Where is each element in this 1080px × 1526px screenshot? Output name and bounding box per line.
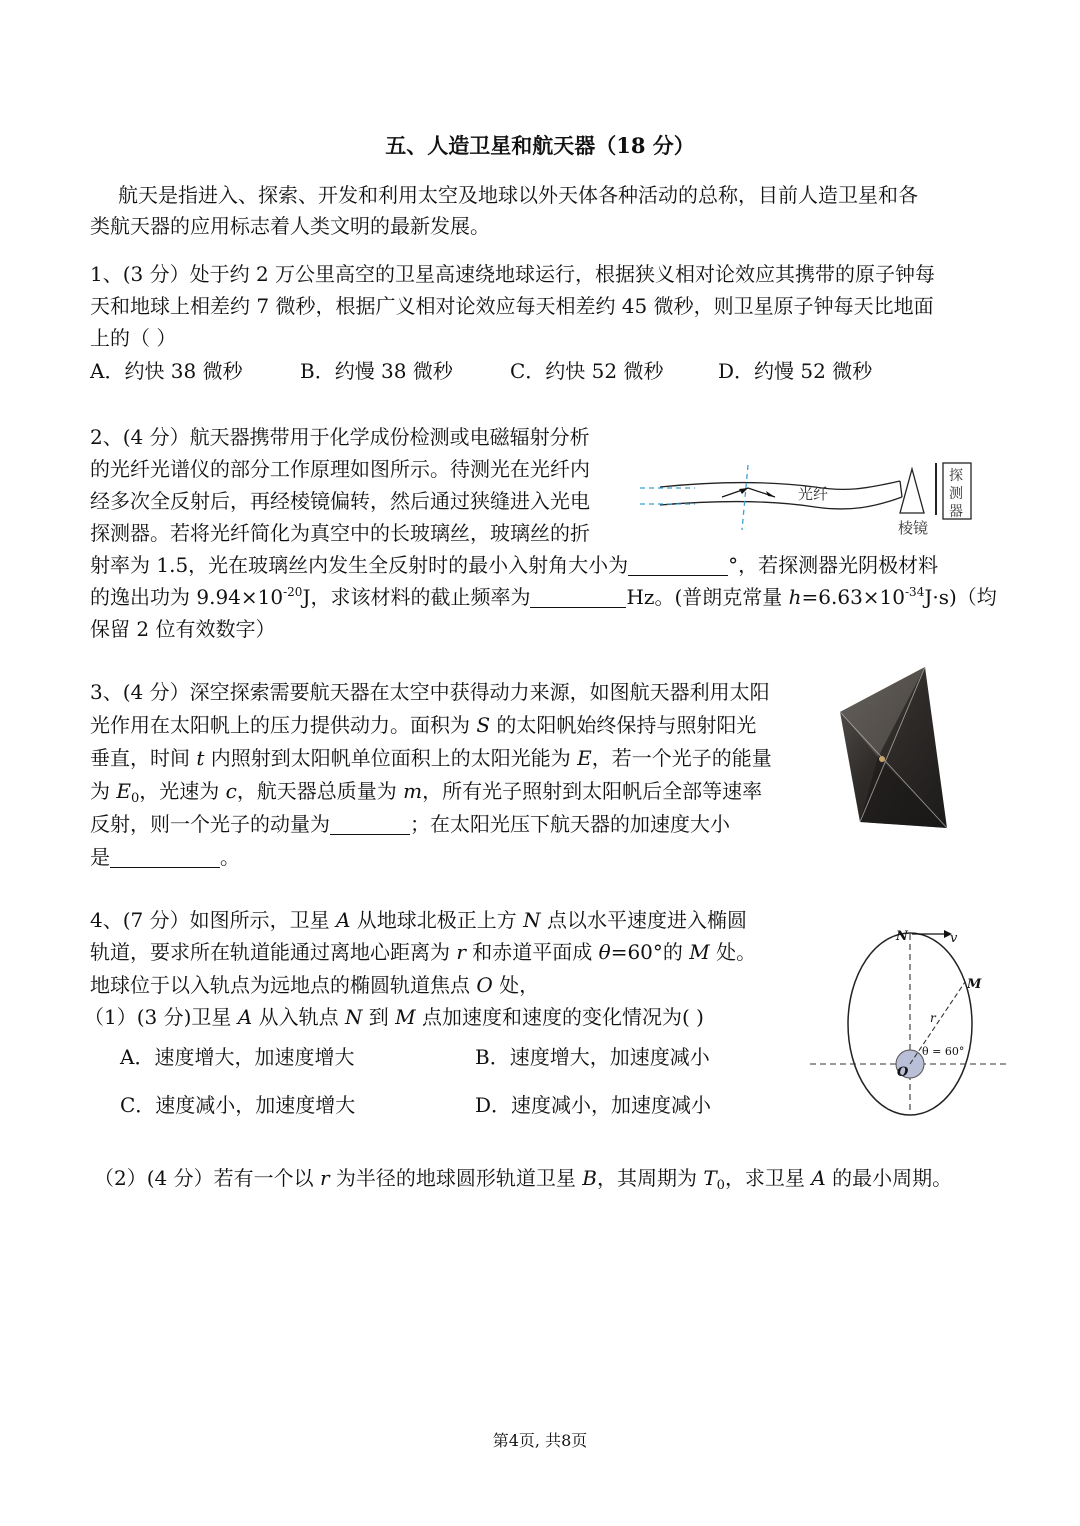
- q4-subquestion-2: （2）(4 分）若有一个以 r 为半径的地球圆形轨道卫星 B，其周期为 $T_0$，求卫星 A 的最小周期。: [94, 1166, 953, 1193]
- q4-option-c[interactable]: C．速度减小，加速度增大: [120, 1093, 356, 1117]
- q2-line-7: 保留 2 位有效数字）: [90, 617, 276, 641]
- label-v: v: [950, 931, 958, 946]
- q1-line-2: 天和地球上相差约 7 微秒，根据广义相对论效应每天相差约 45 微秒，则卫星原子钟每天比地面: [90, 294, 934, 318]
- q3-line-1: 3、(4 分）深空探索需要航天器在太空中获得动力来源，如图航天器利用太阳: [90, 680, 770, 704]
- label-m: M: [967, 977, 982, 992]
- solar-sail-image: [830, 662, 960, 832]
- q4-option-b[interactable]: B．速度增大，加速度减小: [475, 1045, 710, 1069]
- label-n: N: [896, 929, 908, 944]
- q2-line-1: 2、(4 分）航天器携带用于化学成份检测或电磁辐射分析: [90, 425, 590, 449]
- q4-line-1: 4、(7 分）如图所示，卫星 A 从地球北极正上方 N 点以水平速度进入椭圆: [90, 908, 747, 932]
- prism-label: 棱镜: [898, 519, 929, 537]
- orbit-diagram: [800, 920, 1015, 1120]
- q1-option-a[interactable]: A．约快 38 微秒: [90, 359, 243, 383]
- q1-option-d[interactable]: D．约慢 52 微秒: [718, 359, 873, 383]
- q1-line-1: 1、(3 分）处于约 2 万公里高空的卫星高速绕地球运行，根据狭义相对论效应其携带的原子钟每: [90, 262, 936, 286]
- q3-line-5: 反射，则一个光子的动量为 ；在太阳光压下航天器的加速度大小: [90, 812, 730, 836]
- detector-char-1: 探: [949, 468, 963, 484]
- q2-line-4: 探测器。若将光纤简化为真空中的长玻璃丝，玻璃丝的折: [90, 521, 590, 545]
- q3-line-4: 为 $E_0$，光速为 c，航天器总质量为 m，所有光子照射到太阳帆后全部等速率: [90, 779, 763, 806]
- label-theta: θ = 60°: [922, 1045, 965, 1058]
- answer-blank-acceleration[interactable]: [110, 847, 220, 868]
- intro-line-2: 类航天器的应用标志着人类文明的最新发展。: [90, 214, 490, 238]
- q3-line-6: 是 。: [90, 845, 240, 869]
- q2-line-5: 射率为 1.5，光在玻璃丝内发生全反射时的最小入射角大小为 °，若探测器光阴极材料: [90, 553, 939, 577]
- q1-option-b[interactable]: B．约慢 38 微秒: [300, 359, 453, 383]
- label-r: r: [930, 1011, 936, 1025]
- ray-arrow-icon: [739, 488, 748, 494]
- q2-line-2: 的光纤光谱仪的部分工作原理如图所示。待测光在光纤内: [90, 457, 590, 481]
- q4-line-2: 轨道，要求所在轨道能通过离地心距离为 r 和赤道平面成 θ=60°的 M 处。: [90, 940, 757, 964]
- section-title: 五、人造卫星和航天器（18 分）: [385, 133, 695, 158]
- page-number: 第4页, 共8页: [492, 1431, 588, 1450]
- q1-line-3: 上的（ ）: [90, 326, 177, 350]
- q4-line-3: 地球位于以入轨点为远地点的椭圆轨道焦点 O 处，: [90, 973, 540, 997]
- q4-option-d[interactable]: D．速度减小，加速度减小: [475, 1093, 712, 1117]
- prism-shape: [900, 469, 924, 513]
- fiber-spectrometer-figure: [640, 455, 980, 545]
- answer-blank-angle[interactable]: [628, 555, 728, 576]
- fiber-label: 光纤: [798, 485, 829, 503]
- q4-subquestion-1: （1）(3 分)卫星 A 从入轨点 N 到 M 点加速度和速度的变化情况为( ): [84, 1005, 704, 1029]
- q3-line-3: 垂直，时间 t 内照射到太阳帆单位面积上的太阳光能为 E，若一个光子的能量: [90, 746, 772, 770]
- intro-line-1: 航天是指进入、探索、开发和利用太空及地球以外天体各种活动的总称，目前人造卫星和各: [118, 183, 918, 207]
- q2-line-6: 的逸出功为 $9.94\times 10^{-20}J$，求该材料的截止频率为 Hz。(普朗克常量 $h=6.63\times 10^{-34}J\cdot s$)（均: [90, 585, 997, 609]
- q1-option-c[interactable]: C．约快 52 微秒: [510, 359, 664, 383]
- q4-option-a[interactable]: A．速度增大，加速度增大: [120, 1045, 355, 1069]
- answer-blank-momentum[interactable]: [330, 814, 410, 835]
- q3-line-2: 光作用在太阳帆上的压力提供动力。面积为 S 的太阳帆始终保持与照射阳光: [90, 713, 757, 737]
- detector-char-2: 测: [949, 486, 963, 502]
- q2-line-3: 经多次全反射后，再经棱镜偏转，然后通过狭缝进入光电: [90, 489, 590, 513]
- answer-blank-frequency[interactable]: [530, 587, 626, 608]
- label-o: O: [897, 1065, 909, 1080]
- detector-char-3: 器: [949, 504, 963, 520]
